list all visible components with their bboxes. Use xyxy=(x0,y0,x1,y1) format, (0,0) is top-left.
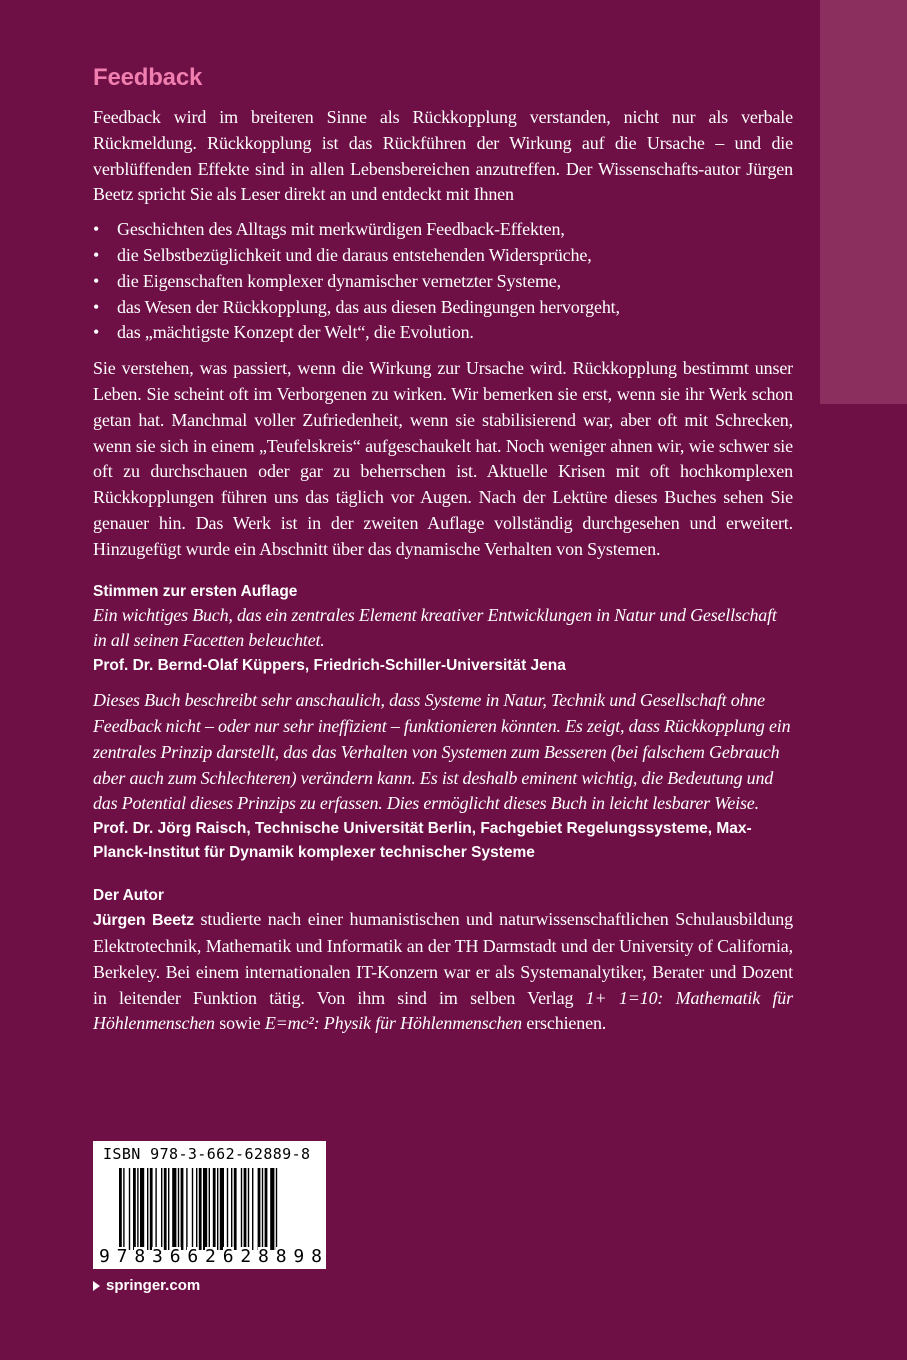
barcode-digit: 9 xyxy=(293,1246,305,1267)
barcode-digit: 6 xyxy=(222,1246,234,1267)
intro-paragraph: Feedback wird im breiteren Sinne als Rückkopplung verstanden, nicht nur als verbale Rückmeldung. Rückkopplung ist das Rückführen der Wirkung auf die Ursache – und die verblüffenden Effekte sind in allen Lebensbereichen anzutreffen. Der Wissenschafts-autor Jürgen Beetz spricht Sie als Leser direkt an und entdeckt mit Ihnen xyxy=(93,107,793,205)
springer-link[interactable] xyxy=(93,1276,200,1296)
review-attribution-1: Prof. Dr. Bernd-Olaf Küppers, Friedrich-Schiller-Universität Jena xyxy=(93,657,566,675)
author-name: Jürgen Beetz xyxy=(93,912,194,930)
list-item: • die Selbstbezüglichkeit und die daraus entstehenden Widersprüche, xyxy=(93,243,793,269)
list-item: • Geschichten des Alltags mit merkwürdigen Feedback-Effekten, xyxy=(93,217,793,243)
author-bio-text: sowie xyxy=(214,1013,265,1034)
barcode-digit: 6 xyxy=(187,1246,199,1267)
barcode-digits xyxy=(99,1247,322,1267)
isbn-barcode xyxy=(93,1141,326,1269)
barcode-digit: 8 xyxy=(134,1246,146,1267)
book-title-2: E=mc²: Physik für Höhlenmenschen xyxy=(264,1013,522,1034)
barcode-digit: 8 xyxy=(258,1246,269,1267)
list-item: • die Eigenschaften komplexer dynamischer vernetzter Systeme, xyxy=(93,269,793,295)
isbn-label: ISBN 978-3-662-62889-8 xyxy=(103,1145,311,1163)
author-bio xyxy=(93,907,793,1037)
reviews-heading: Stimmen zur ersten Auflage xyxy=(93,582,298,600)
list-item: • das Wesen der Rückkopplung, das aus diesen Bedingungen hervorgeht, xyxy=(93,295,793,321)
barcode-digit: 8 xyxy=(311,1246,322,1267)
review-attribution-2: Prof. Dr. Jörg Raisch, Technische Universität Berlin, Fachgebiet Regelungssysteme, Max-Planck-Institut für Dynamik komplexer technischer Systeme xyxy=(93,820,752,862)
barcode-digit: 2 xyxy=(240,1246,252,1267)
barcode-bars xyxy=(119,1168,317,1250)
springer-url: springer.com xyxy=(106,1277,201,1294)
arrow-right-icon xyxy=(93,1281,100,1291)
decorative-side-band xyxy=(820,0,907,404)
back-cover-content xyxy=(93,62,793,1037)
book-title-1: 1+ 1=10: Mathematik für Höhlenmenschen xyxy=(93,987,794,1034)
author-bio-text: studierte nach einer humanistischen und naturwissenschaftlichen Schulausbildung Elektrotechnik, Mathematik und Informatik an der TH Darmstadt und der University of California, Berkeley. Bei einem internationalen IT-Konzern war er als Systemanalytiker, Berater und Dozent in leitender Funktion tätig. Von ihm sind im selben Verlag xyxy=(93,909,793,1008)
barcode-digit: 2 xyxy=(205,1246,216,1267)
review-quote-2: Dieses Buch beschreibt sehr anschaulich, dass Systeme in Natur, Technik und Gesellschaft ohne Feedback nicht – oder nur sehr ineffizient – funktionieren könnten. Es zeigt, dass Rückkopplung ein zentrales Prinzip darstellt, das das Verhalten von Systemen zum Besseren (bei falschem Gebrauch aber auch zum Schlechteren) verändern kann. Es ist deshalb eminent wichtig, die Bedeutung und das Potential dieses Prinzips zu erfassen. Dies ermöglicht dieses Buch in leicht lesbarer Weise. xyxy=(93,690,791,814)
barcode-digit: 6 xyxy=(169,1246,181,1267)
list-item: • das „mächtigste Konzept der Welt“, die Evolution. xyxy=(93,320,793,346)
topic-list xyxy=(93,217,793,346)
barcode-digit: 8 xyxy=(275,1246,287,1267)
barcode-digit: 3 xyxy=(152,1246,163,1267)
barcode-digit: 9 xyxy=(99,1246,110,1267)
review-quote-1: Ein wichtiges Buch, das ein zentrales Element kreativer Entwicklungen in Natur und Gesellschaft in all seinen Facetten beleuchtet. xyxy=(93,604,777,651)
author-bio-text: erschienen. xyxy=(522,1013,607,1034)
description-paragraph: Sie verstehen, was passiert, wenn die Wirkung zur Ursache wird. Rückkopplung bestimmt unser Leben. Sie scheint oft im Verborgenen zu wirken. Wir bemerken sie erst, wenn sie ihr Werk schon getan hat. Manchmal voller Zufriedenheit, wenn sie stabilisierend war, aber oft mit Schrecken, wenn sie sich in einem „Teufelskreis“ aufgeschaukelt hat. Noch weniger ahnen wir, wie schwer sie oft zu durchschauen oder gar zu beherrschen ist. Aktuelle Krisen mit oft hochkomplexen Rückkopplungen führen uns das täglich vor Augen. Nach der Lektüre dieses Buches sehen Sie genauer hin. Das Werk ist in der zweiten Auflage vollständig durchgesehen und erweitert. Hinzugefügt wurde ein Abschnitt über das dynamische Verhalten von Systemen. xyxy=(93,358,793,559)
author-heading: Der Autor xyxy=(93,887,164,905)
book-title: Feedback xyxy=(93,64,203,91)
barcode-digit: 7 xyxy=(116,1246,128,1267)
